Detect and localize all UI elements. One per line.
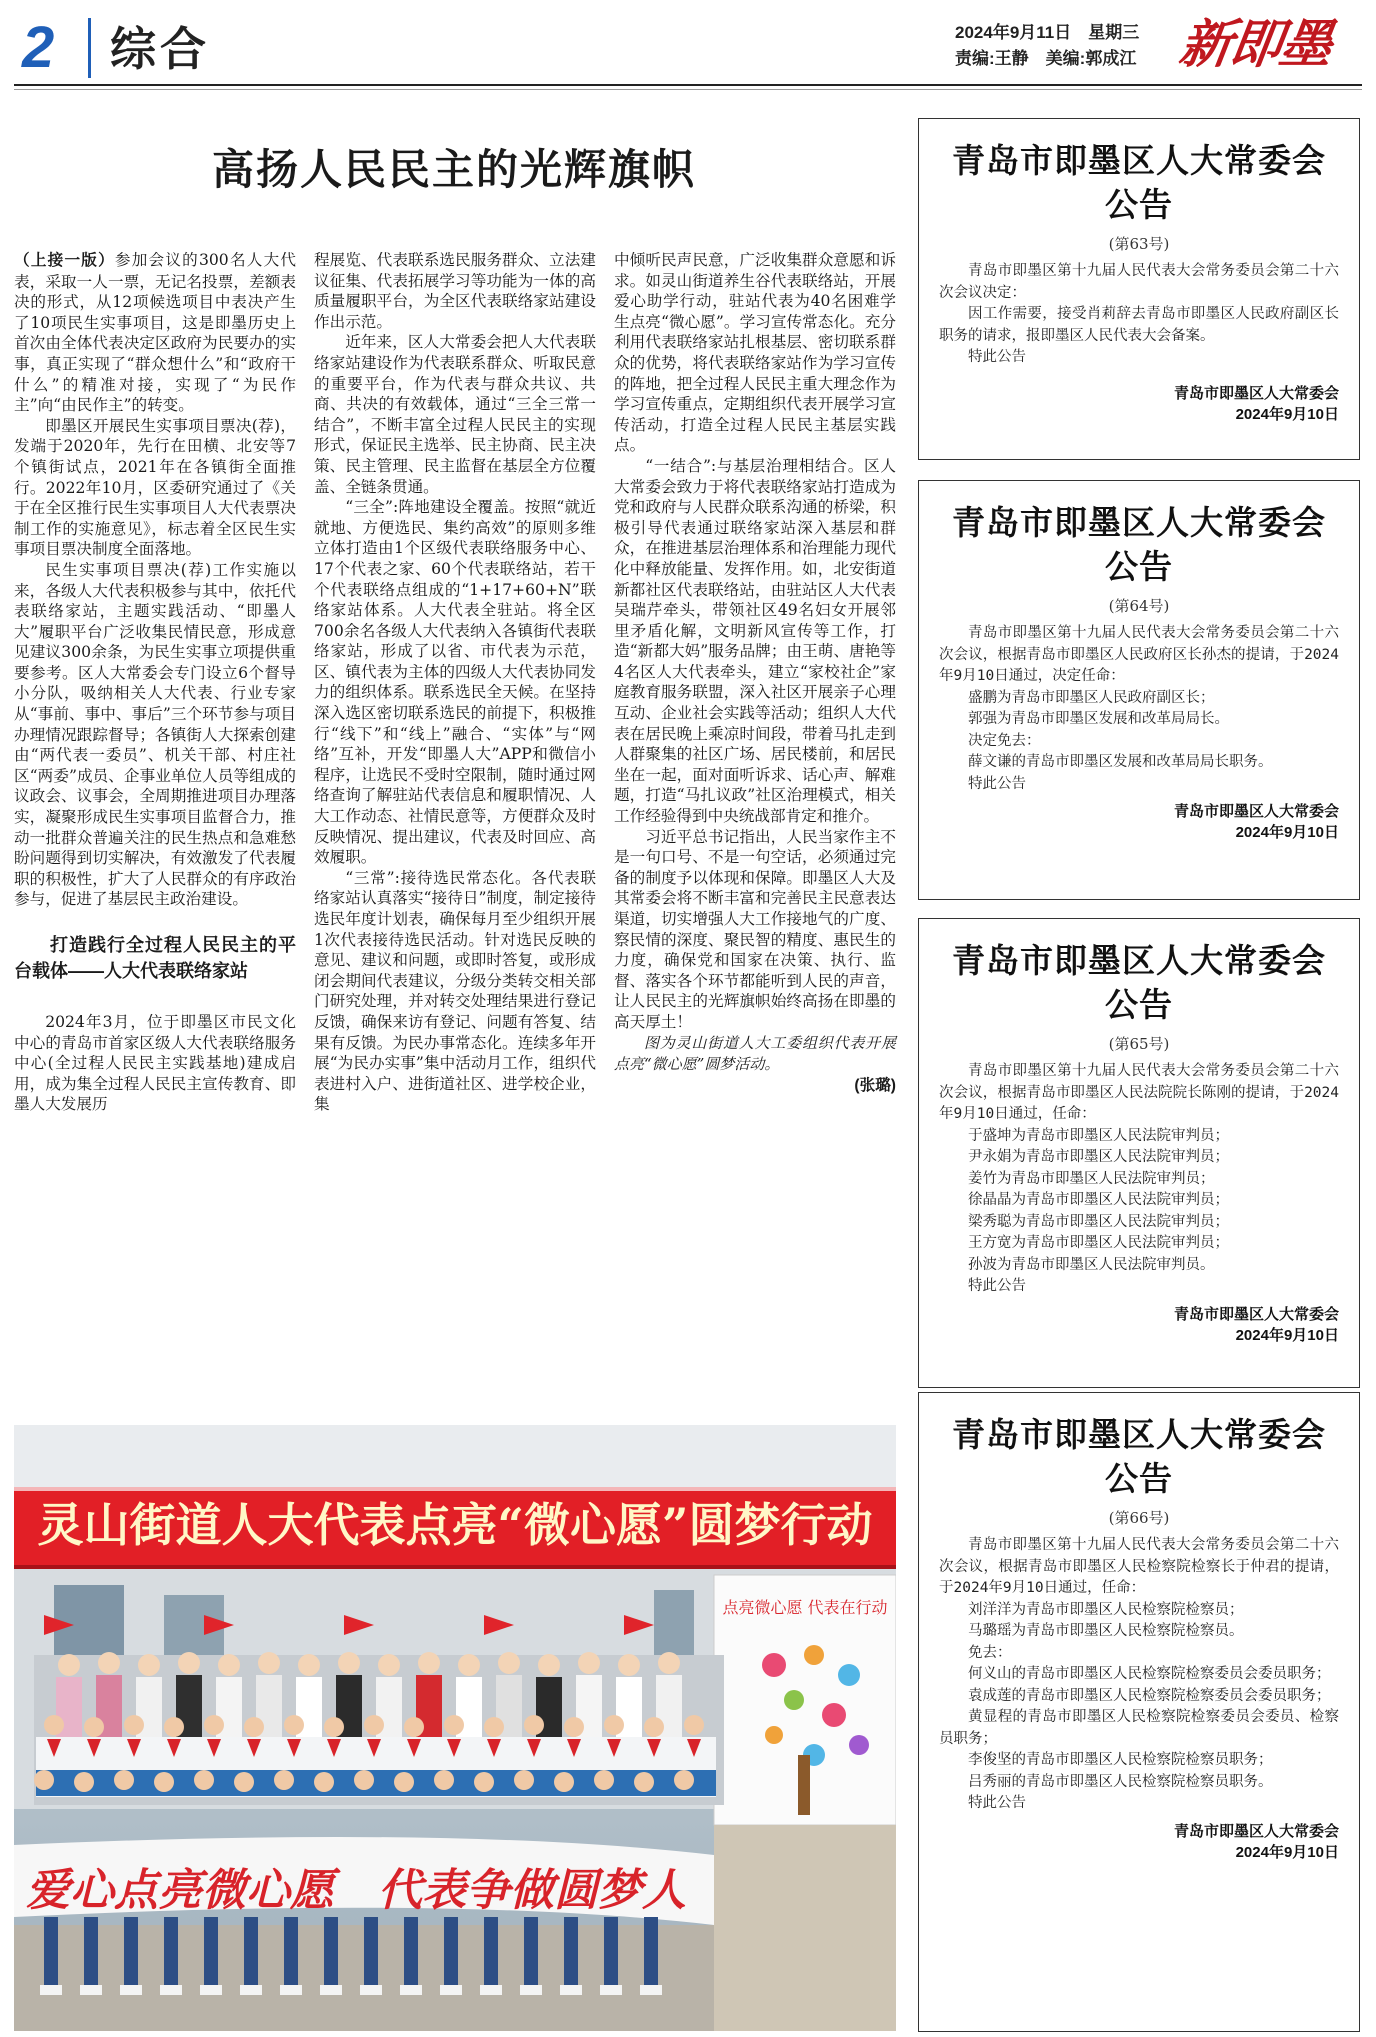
notice-line: 黄显程的青岛市即墨区人民检察院检察委员会委员、检察员职务；: [939, 1709, 1339, 1747]
notice-line: 何义山的青岛市即墨区人民检察院检察委员会委员职务；: [968, 1666, 1331, 1682]
paragraph-text: 参加会议的300名人大代表，采取一人一票，无记名投票，差额表决的形式，从12项候选项目中表决产生了10项民生实事项目，这是即墨历史上首次由全体代表决定区政府为民要办的实事，真正实现了“群众想什么”和“政府干什么”的精准对接，实现了“为民作主”向“由民作主”的转变。: [14, 251, 296, 415]
notice-line: 袁成莲的青岛市即墨区人民检察院检察委员会委员职务；: [968, 1687, 1331, 1704]
notice-line: 因工作需要，接受肖莉辞去青岛市即墨区人民政府副区长职务的请求，报即墨区人民代表大会备案。: [939, 306, 1339, 344]
article-paragraph: 2024年3月，位于即墨区市民文化中心的青岛市首家区级人大代表联络服务中心(全过程人民民主实践基地)建成启用，成为集全过程人民民主宣传教育、即墨人大发展历: [14, 1013, 296, 1114]
article-headline: 高扬人民民主的光辉旗帜: [211, 146, 696, 193]
editors-line: 责编:王静 美编:郭成江: [955, 49, 1137, 68]
article-column-2: [314, 250, 596, 1115]
article-column-1: [14, 250, 296, 1115]
notice-line: 薛文谦的青岛市即墨区发展和改革局局长职务。: [968, 754, 1273, 770]
article-paragraph: “三常”:接待选民常态化。各代表联络家站认真落实“接待日”制度，制定接待选民年度计划表，确保每月至少组织开展1次代表接待选民活动。针对选民反映的意见、建议和问题，或即时答复，或形成闭会期间代表建议，分级分类转交相关部门研究处理，并对转交处理结果进行登记反馈，确保来访有登记、问题有答复、结果有反馈。为民办事常态化。连续多年开展“为民办实事”集中活动月工作，组织代表进村入户、进街道社区、进学校企业，集: [314, 868, 596, 1114]
article-paragraph: 近年来，区人大常委会把人大代表联络家站建设作为代表联系群众、听取民意的重要平台，作为代表与群众共议、共商、共决的有效载体，通过“三全三常一结合”，不断丰富全过程人民民主的实现形式，保证民主选举、民主协商、民主决策、民主管理、民主监督在基层全方位覆盖、全链条贯通。: [314, 333, 596, 496]
article-paragraph: [14, 250, 296, 416]
notice-date: 2024年9月10日: [1235, 405, 1339, 423]
notice-number: (第65号): [1108, 1035, 1170, 1053]
photo-caption: 图为灵山街道人大工委组织代表开展点亮“微心愿”圆梦活动。: [614, 1033, 896, 1073]
article-paragraph: “一结合”:与基层治理相结合。区人大常委会致力于将代表联络家站打造成为党和政府与人民群众联系沟通的桥梁，积极引导代表通过联络家站深入基层和群众，在推进基层治理体系和治理能力现代化中释放能量、发挥作用。如，北安街道新都社区代表联络站，由驻站区人大代表吴瑞芹牵头，带领社区49名妇女开展邻里矛盾化解，文明新风宣传等工作，打造“新都大妈”服务品牌；由王萌、唐艳等4名区人大代表牵头，建立“家校社企”家庭教育服务联盟，深入社区开展亲子心理互动、企业社会实践等活动；组织人大代表在居民晚上乘凉时间段，带着马扎走到人群聚集的社区广场、居民楼前，和居民坐在一起，面对面听诉求、话心声、解难题，打造“马扎议政”社区治理模式，相关工作经验得到中央统战部肯定和推介。: [614, 456, 896, 826]
notice-line: 于盛坤为青岛市即墨区人民法院审判员；: [968, 1127, 1229, 1144]
news-photo: [14, 1425, 896, 2031]
article-paragraph: 民生实事项目票决(荐)工作实施以来，各级人大代表积极参与其中，依托代表联络家站，主题实践活动、“即墨人大”履职平台广泛收集民情民意，形成意见建议300余条，为民生实事立项提供重要参考。区人大常委会专门设立6个督导小分队，吸纳相关人大代表、行业专家从“事前、事中、事后”三个环节参与项目办理情况跟踪督导；各镇街人大探索创建由“两代表一委员”、机关干部、村庄社区“两委”成员、企事业单位人员等组成的议政会、议事会，全周期推进项目办理落实，凝聚形成民生实事项目监督合力，推动一批群众普遍关注的民生热点和急难愁盼问题得到切实解决，有效激发了代表履职的积极性，扩大了人民群众的有序政治参与，促进了基层民主政治建设。: [14, 560, 296, 909]
notice-line: 马璐瑶为青岛市即墨区人民检察院检察员。: [968, 1623, 1244, 1639]
notice-line: 青岛市即墨区第十九届人民代表大会常务委员会第二十六次会议，根据青岛市即墨区人民法院院长陈刚的提请，于2024年9月10日通过，任命：: [939, 1063, 1339, 1122]
notice-body: [939, 1061, 1339, 1298]
notice-issuer: 青岛市即墨区人大常委会: [1173, 803, 1339, 820]
page-number: 2: [22, 15, 55, 80]
continuation-label: （上接一版）: [14, 252, 115, 269]
public-notice-65: [918, 918, 1360, 1388]
article-column-3: [614, 250, 896, 1096]
notice-line: 姜竹为青岛市即墨区人民法院审判员；: [968, 1170, 1215, 1187]
public-notice-63: [918, 118, 1360, 460]
section-title: 综合: [110, 23, 210, 75]
notice-line: 特此公告: [968, 1795, 1026, 1811]
article-subheading: 打造践行全过程人民民主的平台载体——人大代表联络家站: [14, 935, 296, 981]
notice-line: 梁秀聪为青岛市即墨区人民法院审判员；: [968, 1213, 1229, 1230]
article-paragraph: 中倾听民声民意，广泛收集群众意愿和诉求。如灵山街道养生谷代表联络站，开展爱心助学行动，驻站代表为40名困难学生点亮“微心愿”。学习宣传常态化。充分利用代表联络家站扎根基层、密切联系群众的优势，将代表联络家站作为学习宣传的阵地，把全过程人民民主重大理念作为学习宣传重点，定期组织代表开展学习宣传活动，打造全过程人民民主基层实践点。: [614, 251, 896, 455]
notice-number: (第63号): [1108, 235, 1170, 253]
notice-title: 青岛市即墨区人大常委会公告: [952, 504, 1326, 585]
notice-date: 2024年9月10日: [1235, 824, 1339, 841]
notice-body: [939, 623, 1339, 795]
public-notice-64: [918, 480, 1360, 900]
notice-line: 青岛市即墨区第十九届人民代表大会常务委员会第二十六次会议决定：: [939, 263, 1339, 301]
notice-issuer: 青岛市即墨区人大常委会: [1173, 1305, 1339, 1323]
issue-date: 2024年9月11日 星期三: [955, 23, 1140, 42]
notice-date: 2024年9月10日: [1235, 1843, 1339, 1861]
article-paragraph: “三全”:阵地建设全覆盖。按照“就近就地、方便选民、集约高效”的原则多维立体打造由1个区级代表联络服务中心、17个代表之家、60个代表联络站，若干个代表联络点组成的“1+17+60+N”联络家站体系。人大代表全驻站。将全区700余名各级人大代表纳入各镇街代表联络家站，形成了以省、市代表为示范，区、镇代表为主体的四级人大代表协同发力的组织体系。联系选民全天候。在坚持深入选区密切联系选民的前提下，积极推行“线下”和“线上”融合、“实体”与“网络”互补，开发“即墨人大”APP和微信小程序，让选民不受时空限制，随时通过网络查询了解驻站代表信息和履职情况、人大工作动态、社情民意等，方便群众及时反映情况、提出建议，代表及时回应、高效履职。: [314, 498, 596, 867]
masthead-logo: 新即墨: [1175, 14, 1335, 75]
notice-line: 青岛市即墨区第十九届人民代表大会常务委员会第二十六次会议，根据青岛市即墨区人民政府区长孙杰的提请，于2024年9月10日通过，决定任命：: [939, 625, 1339, 684]
notice-line: 盛鹏为青岛市即墨区人民政府副区长；: [968, 689, 1215, 706]
notice-number: (第66号): [1108, 1509, 1170, 1527]
header-divider: [88, 18, 91, 78]
notice-title: 青岛市即墨区人大常委会公告: [952, 942, 1326, 1023]
notice-line: 特此公告: [968, 349, 1026, 365]
banner-top-text: 灵山街道人大代表点亮“微心愿”圆梦行动: [37, 1498, 873, 1552]
notice-title: 青岛市即墨区人大常委会公告: [952, 142, 1326, 223]
notice-line: 郭强为青岛市即墨区发展和改革局局长。: [968, 711, 1229, 727]
notice-issuer: 青岛市即墨区人大常委会: [1173, 1822, 1339, 1840]
notice-line: 决定免去：: [968, 732, 1041, 749]
photo-illustration: [14, 1425, 896, 2031]
header-rule-thin: [14, 89, 1362, 90]
notice-issuer: 青岛市即墨区人大常委会: [1173, 384, 1339, 402]
notice-line: 尹永娟为青岛市即墨区人民法院审判员；: [968, 1149, 1229, 1165]
notice-date: 2024年9月10日: [1235, 1326, 1339, 1344]
header-rule: [14, 84, 1362, 86]
notice-line: 特此公告: [968, 775, 1026, 792]
notice-line: 李俊坚的青岛市即墨区人民检察院检察员职务；: [968, 1752, 1273, 1768]
notice-line: 吕秀丽的青岛市即墨区人民检察院检察员职务。: [968, 1773, 1273, 1790]
board-text: 点亮微心愿 代表在行动: [722, 1598, 888, 1617]
notice-line: 孙波为青岛市即墨区人民法院审判员。: [968, 1256, 1215, 1273]
public-notice-66: [918, 1392, 1360, 2032]
notice-line: 王方宽为青岛市即墨区人民法院审判员；: [968, 1235, 1229, 1251]
notice-number: (第64号): [1108, 597, 1170, 615]
banner-bottom-text: 爱心点亮微心愿 代表争做圆梦人: [26, 1865, 686, 1916]
article-paragraph: 程展览、代表联系选民服务群众、立法建议征集、代表拓展学习等功能为一体的高质量履职平台，为全区代表联络家站建设作出示范。: [314, 251, 596, 331]
notice-line: 青岛市即墨区第十九届人民代表大会常务委员会第二十六次会议，根据青岛市即墨区人民检察院检察长于仲君的提请，于2024年9月10日通过，任命：: [939, 1537, 1339, 1596]
notice-title: 青岛市即墨区人大常委会公告: [952, 1416, 1326, 1497]
notice-line: 刘洋洋为青岛市即墨区人民检察院检察员；: [968, 1601, 1244, 1618]
notice-body: [939, 261, 1339, 369]
notice-line: 徐晶晶为青岛市即墨区人民法院审判员；: [968, 1192, 1229, 1208]
byline: (张璐): [854, 1076, 896, 1094]
article-paragraph: 习近平总书记指出，人民当家作主不是一句口号、不是一句空话，必须通过完备的制度予以体现和保障。即墨区人大及其常委会将不断丰富和完善民主民意表达渠道，切实增强人大工作接地气的广度、察民情的深度、聚民智的精度、惠民生的力度，确保党和国家在决策、执行、监督、落实各个环节都能听到人民的声音，让人民民主的光辉旗帜始终高扬在即墨的高天厚土！: [614, 827, 896, 1031]
notice-line: 特此公告: [968, 1278, 1026, 1294]
notice-body: [939, 1535, 1339, 1815]
notice-line: 免去：: [968, 1644, 1012, 1661]
article-paragraph: 即墨区开展民生实事项目票决(荐)，发端于2020年，先行在田横、北安等7个镇街试点，2021年在各镇街全面推行。2022年10月，区委研究通过了《关于在全区推行民生实事项目人大代表票决制工作的实施意见》，标志着全区民生实事项目票决制度全面落地。: [14, 416, 296, 559]
